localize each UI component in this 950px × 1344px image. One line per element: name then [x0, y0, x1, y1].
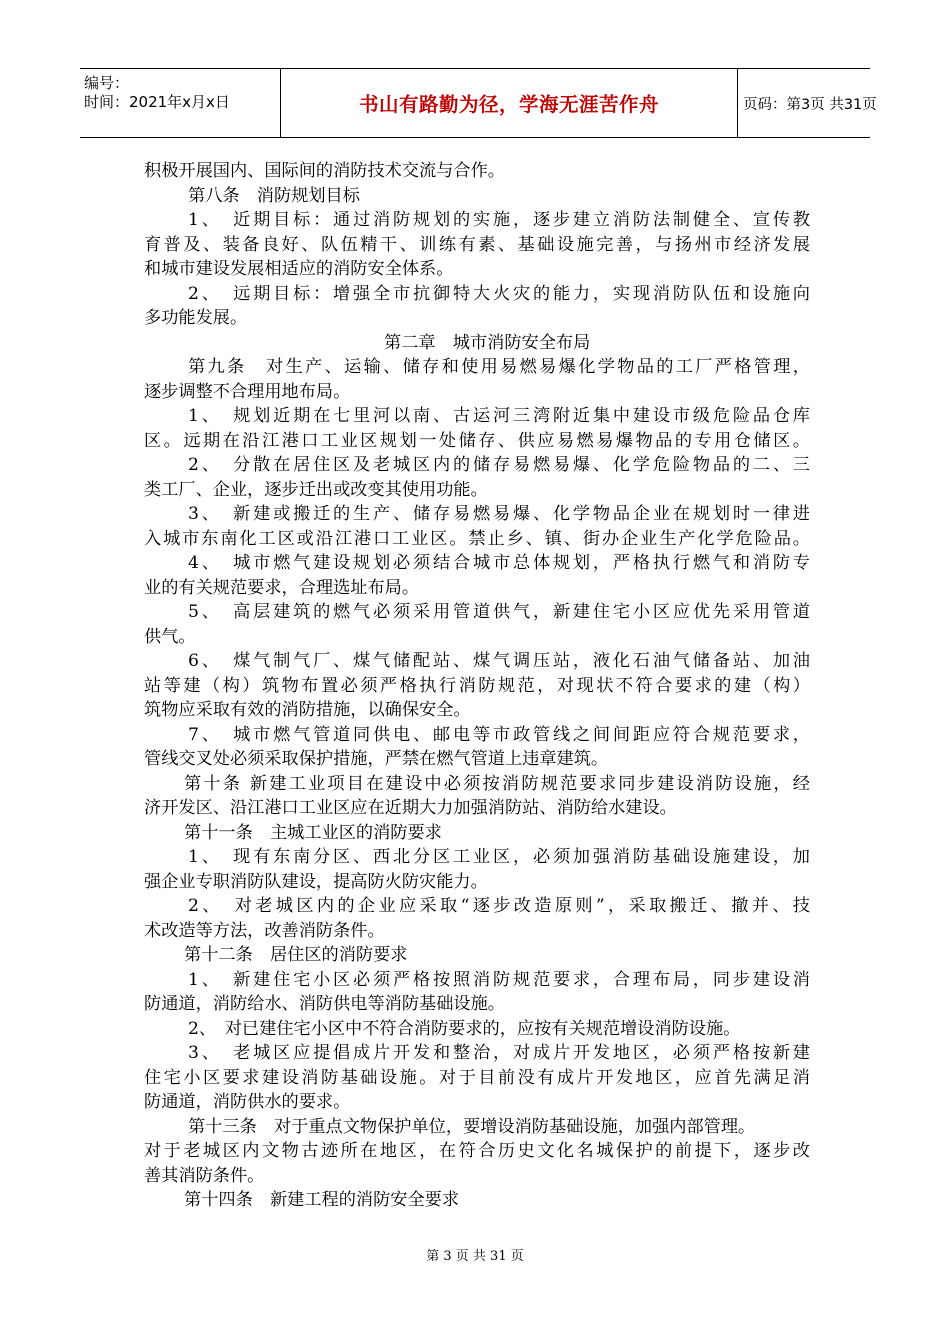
paragraph-line: 术改造等方法，改善消防条件。 — [144, 920, 385, 941]
paragraph-line: 1、 新建住宅小区必须严格按照消防规范要求，合理布局，同步建设消 — [188, 969, 810, 990]
page-header — [80, 68, 877, 138]
paragraph-line: 1、 近期目标：通过消防规划的实施，逐步建立消防法制健全、宣传教 — [188, 210, 810, 230]
paragraph-line: 2、 远期目标：增强全市抗御特大火灾的能力，实现消防队伍和设施向 — [188, 283, 810, 304]
document-body — [144, 159, 810, 1213]
paragraph-line: 1、 现有东南分区、西北分区工业区，必须加强消防基础设施建设，加 — [188, 847, 810, 867]
paragraph-line: 善其消防条件。 — [144, 1165, 265, 1186]
header-page-cell — [737, 69, 877, 137]
paragraph-line: 防通道，消防给水、消防供电等消防基础设施。 — [144, 994, 505, 1014]
paragraph-line: 第十三条 对于重点文物保护单位，要增设消防基础设施，加强内部管理。 — [188, 1116, 756, 1137]
paragraph-line: 第八条 消防规划目标 — [188, 185, 360, 206]
paragraph-line: 济开发区、沿江港口工业区应在近期大力加强消防站、消防给水建设。 — [144, 798, 677, 818]
paragraph-line: 第十一条 主城工业区的消防要求 — [184, 822, 442, 843]
paragraph-line: 多功能发展。 — [144, 308, 248, 328]
paragraph-line: 3、 老城区应提倡成片开发和整治，对成片开发地区，必须严格按新建 — [188, 1043, 810, 1063]
paragraph-line: 强企业专职消防队建设，提高防火防灾能力。 — [144, 871, 488, 892]
paragraph-line: 育普及、装备良好、队伍精干、训练有素、基础设施完善，与扬州市经济发展 — [144, 234, 810, 255]
paragraph-line: 2、 对老城区内的企业应采取“逐步改造原则”，采取搬迁、撤并、技 — [188, 896, 810, 916]
paragraph-line: 业的有关规范要求，合理选址布局。 — [144, 577, 420, 598]
paragraph-line: 住宅小区要求建设消防基础设施。对于目前没有成片开发地区，应首先满足消 — [144, 1067, 810, 1088]
paragraph-line: 第十二条 居住区的消防要求 — [184, 945, 408, 965]
paragraph-line: 和城市建设发展相适应的消防安全体系。 — [144, 259, 454, 279]
paragraph-line: 入城市东南化工区或沿江港口工业区。禁止乡、镇、街办企业生产化学危险品。 — [144, 528, 810, 549]
paragraph-line: 2、 对已建住宅小区中不符合消防要求的，应按有关规范增设消防设施。 — [188, 1018, 741, 1039]
paragraph-line: 第九条 对生产、运输、储存和使用易燃易爆化学物品的工厂严格管理， — [188, 357, 810, 377]
paragraph-line: 积极开展国内、国际间的消防技术交流与合作。 — [144, 161, 505, 181]
paragraph-line: 管线交叉处必须采取保护措施，严禁在燃气管道上违章建筑。 — [144, 749, 609, 769]
paragraph-line: 站等建（构）筑物布置必须严格执行消防规范，对现状不符合要求的建（构） — [144, 675, 810, 696]
paragraph-line: 2、 分散在居住区及老城区内的储存易燃易爆、化学危险物品的二、三 — [188, 455, 810, 475]
paragraph-line: 对于老城区内文物古迹所在地区，在符合历史文化名城保护的前提下，逐步改 — [144, 1141, 810, 1161]
header-motto: 书山有路勤为径，学海无涯苦作舟 — [358, 93, 659, 116]
paragraph-line: 第十四条 新建工程的消防安全要求 — [184, 1190, 460, 1210]
paragraph-line: 7、 城市燃气管道同供电、邮电等市政管线之间间距应符合规范要求， — [188, 724, 810, 745]
paragraph-line: 6、 煤气制气厂、煤气储配站、煤气调压站，液化石油气储备站、加油 — [188, 651, 810, 671]
paragraph-line: 区。远期在沿江港口工业区规划一处储存、供应易燃易爆物品的专用仓储区。 — [144, 430, 810, 451]
paragraph-line: 供气。 — [144, 626, 196, 647]
paragraph-line: 第二章 城市消防安全布局 — [384, 332, 591, 353]
paragraph-line: 类工厂、企业，逐步迁出或改变其使用功能。 — [144, 479, 488, 500]
document-date-label: 时间：2021年x月x日 — [84, 93, 230, 111]
page-footer: 第 3 页 共 31 页 — [426, 1249, 524, 1264]
paragraph-line: 防通道，消防供水的要求。 — [144, 1092, 351, 1112]
paragraph-line: 筑物应采取有效的消防措施，以确保安全。 — [144, 700, 471, 720]
header-page-code: 页码：第3页 共31页 — [743, 96, 877, 113]
paragraph-line: 第十条 新建工业项目在建设中必须按消防规范要求同步建设消防设施，经 — [184, 773, 810, 794]
paragraph-line: 4、 城市燃气建设规划必须结合城市总体规划，严格执行燃气和消防专 — [188, 553, 810, 573]
paragraph-line: 5、 高层建筑的燃气必须采用管道供气，新建住宅小区应优先采用管道 — [188, 602, 810, 622]
header-info-cell — [80, 69, 280, 137]
header-motto-cell — [280, 69, 738, 137]
paragraph-line: 3、 新建或搬迁的生产、储存易燃易爆、化学物品企业在规划时一律进 — [188, 504, 810, 524]
paragraph-line: 逐步调整不合理用地布局。 — [144, 381, 351, 402]
paragraph-line: 1、 规划近期在七里河以南、古运河三湾附近集中建设市级危险品仓库 — [188, 406, 810, 426]
document-number-label: 编号： — [84, 74, 130, 92]
